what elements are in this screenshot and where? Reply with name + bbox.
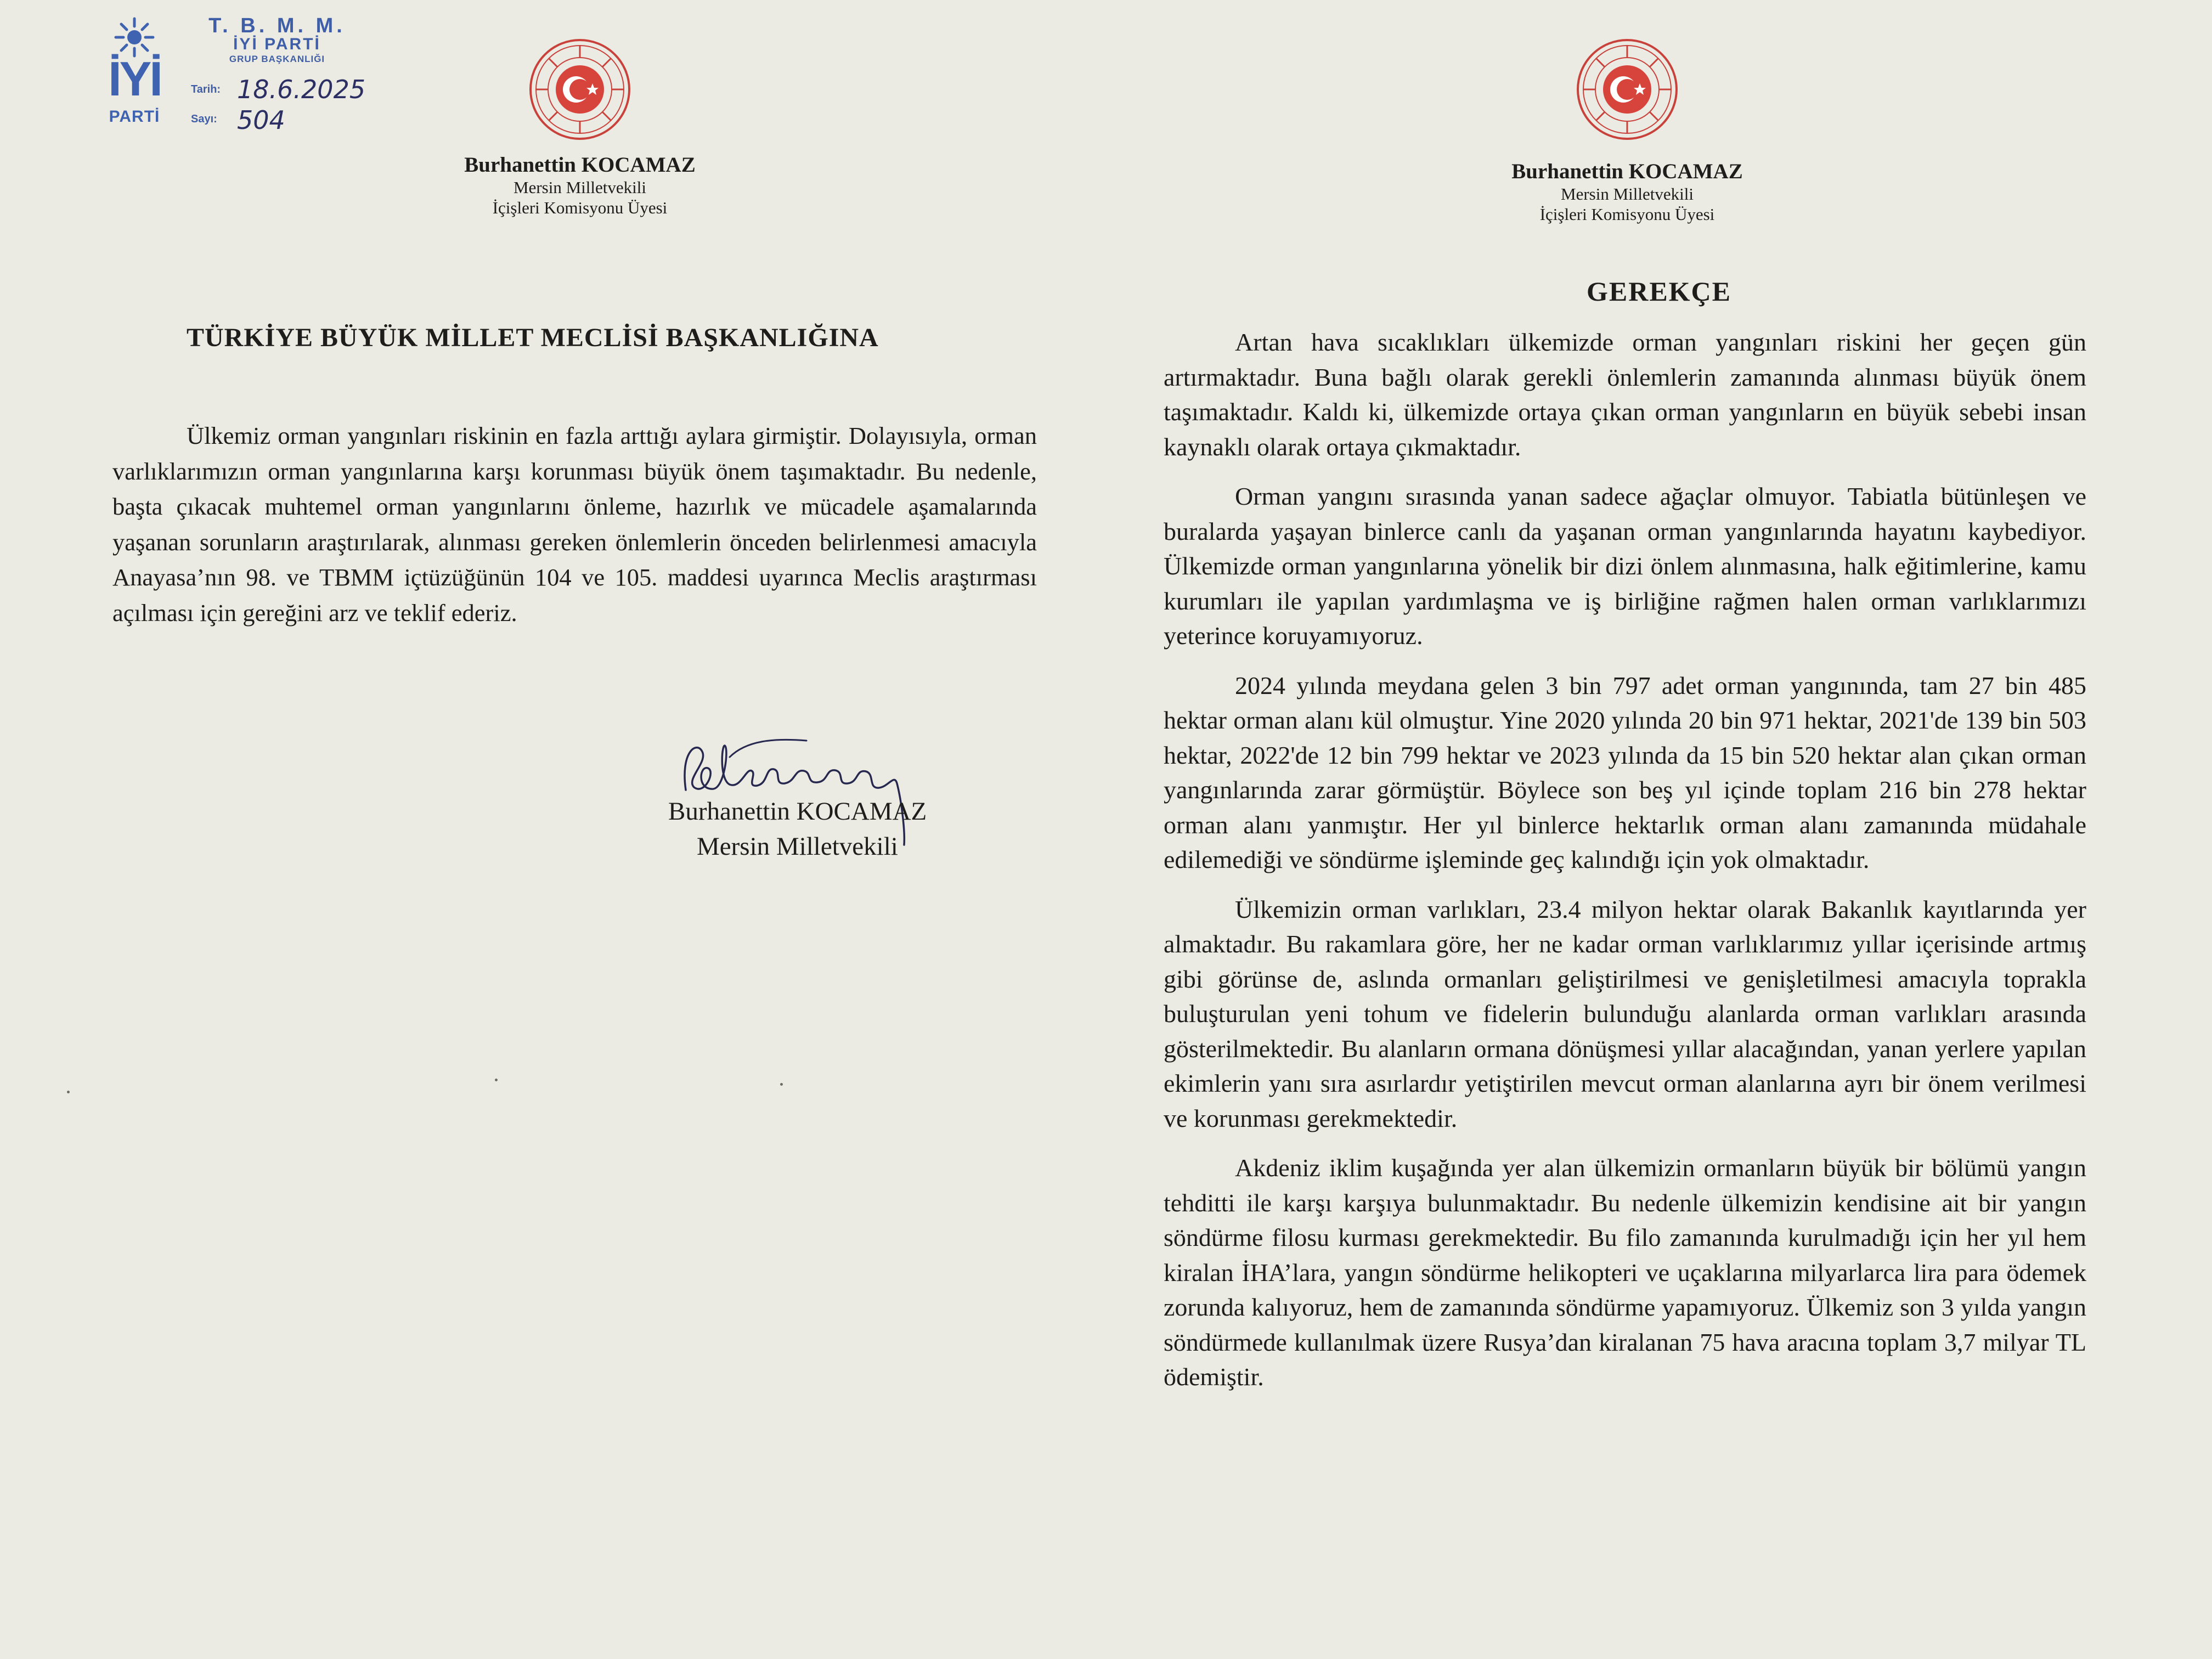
signature-block <box>664 719 971 872</box>
scan-speck <box>67 1091 70 1093</box>
stamp-party: İYİ PARTİ <box>233 35 321 53</box>
letterhead <box>388 153 772 218</box>
letterhead-name: Burhanettin KOCAMAZ <box>1511 160 1743 183</box>
party-logo <box>104 15 165 131</box>
stamp-number-label: Sayı: <box>191 113 217 125</box>
letterhead-committee: İçişleri Komisyonu Üyesi <box>492 198 668 217</box>
justification-body <box>1164 325 2086 1409</box>
letterhead <box>1435 159 1819 224</box>
letterhead-committee: İçişleri Komisyonu Üyesi <box>1539 204 1715 224</box>
justification-paragraph: Orman yangını sırasında yanan sadece ağaçlar olmuyor. Tabiatla bütünleşen ve buralarda yaşayan binlerce canlı da yaşanan orman yangınlarında hayatını kaybediyor. Ülkemizde orman yangınlarına yönelik bir dizi önlem alınmasına, halk eğitimlerine, kamu kurumları ile yapılan yardımlaşma ve iş birliğine rağmen halen orman varlıklarımızı yeterince koruyamıyoruz. <box>1164 482 2086 650</box>
justification-paragraph: Artan hava sıcaklıkları ülkemizde orman yangınları riskini her geçen gün artırmaktadır. Buna bağlı olarak gerekli önlemlerin zamanında alınması büyük önem taşımaktadır. Kaldı ki, ülkemizde ortaya çıkan orman yangınların en büyük sebebi insan kaynaklı olarak ortaya çıkmaktadır. <box>1164 328 2086 461</box>
stamp-date-value: 18.6.2025 <box>237 75 366 104</box>
stamp-title: T. B. M. M. <box>208 14 346 37</box>
letterhead-name: Burhanettin KOCAMAZ <box>464 153 696 177</box>
right-page <box>1106 0 2212 1659</box>
justification-paragraph: Akdeniz iklim kuşağında yer alan ülkemizin ormanların büyük bir bölümü yangın tehditti ile karşı karşıya bulunmaktadır. Bu nedenle ülkemizin kendisine ait bir yangın söndürme filosu kurması gerekmektedir. Bu filo zamanında kurulmadığı için her yıl hem kiralan İHA’lara, yangın söndürme helikopteri ve uçaklarına milyarlarca lira para ödemek zorunda kalıyoruz, hem de zamanında söndürme yapamıyoruz. Ülkemiz son 3 yılda yangın söndürmede kullanılmak üzere Rusya’dan kiralanan 75 hava aracına toplam 3,7 milyar TL ödemiştir. <box>1164 1154 2086 1391</box>
justification-paragraph: Ülkemizin orman varlıkları, 23.4 milyon hektar olarak Bakanlık kayıtlarında yer almaktadır. Bu rakamlara göre, her ne kadar orman varlıklarımız yıllar içerisinde artmış gibi görünse de, aslında ormanları geliştirilmesi ve genişletilmesi amacıyla toprakla buluşturulan yeni tohum ve fidelerin bulunduğu alanlarda orman varlıkları arasında gösterilmektedir. Bu alanların ormana dönüşmesi yıllar alacağından, yanan yerlere yapılan ekimlerin yanı sıra asırlardır yetiştirilen mevcut orman alanlarına ayrı bir önem verilmesi ve korunması gerekmektedir. <box>1164 895 2086 1132</box>
party-logo-text: İYİ <box>108 52 161 106</box>
justification-paragraph: 2024 yılında meydana gelen 3 bin 797 adet orman yangınında, tam 27 bin 485 hektar orman alanı kül olmuştur. Yine 2020 yılında 20 bin 971 hektar, 2021'de 139 bin 503 hektar, 2022'de 12 bin 799 hektar ve 2023 yılında da 15 bin 520 hektar alan çıkan orman yangınlarında zarar görmüştür. Böylece son beş yıl içinde toplam 216 bin 278 hektar orman alanı yanmıştır. Her yıl binlerce hektarlık orman alanı zamanında müdahale edilemediği ve söndürme işleminde geç kalındığı için yok olmaktadır. <box>1164 671 2086 873</box>
signatory-name: Burhanettin KOCAMAZ <box>668 797 927 826</box>
scan-speck <box>780 1083 783 1086</box>
receipt-stamp <box>187 14 366 146</box>
stamp-department: GRUP BAŞKANLIĞI <box>229 54 325 64</box>
tbmm-emblem <box>528 37 632 142</box>
letterhead-title: Mersin Milletvekili <box>514 178 646 198</box>
tbmm-emblem <box>1575 37 1679 142</box>
signatory-title: Mersin Milletvekili <box>697 832 898 861</box>
stamp-date-label: Tarih: <box>191 83 221 95</box>
signature-image <box>664 719 938 850</box>
addressee-heading: TÜRKİYE BÜYÜK MİLLET MECLİSİ BAŞKANLIĞINA <box>187 323 879 352</box>
request-paragraph: Ülkemiz orman yangınları riskinin en fazla arttığı aylara girmiştir. Dolayısıyla, orman varlıklarımızın orman yangınlarına karşı korunması büyük önem taşımaktadır. Bu nedenle, başta çıkacak muhtemel orman yangınlarını önleme, hazırlık ve mücadele aşamalarında yaşanan sorunların araştırılarak, alınması gereken önlemlerin önceden belirlenmesi amacıyla Anayasa’nın 98. ve TBMM içtüzüğünün 104 ve 105. maddesi uyarınca Meclis araştırması açılması için gereğini arz ve teklif ederiz. <box>112 422 1037 627</box>
stamp-number-value: 504 <box>237 105 285 135</box>
justification-heading: GEREKÇE <box>1586 276 1732 307</box>
party-logo-subtext: PARTİ <box>109 108 160 126</box>
scan-speck <box>495 1079 498 1081</box>
letterhead-title: Mersin Milletvekili <box>1561 184 1694 204</box>
